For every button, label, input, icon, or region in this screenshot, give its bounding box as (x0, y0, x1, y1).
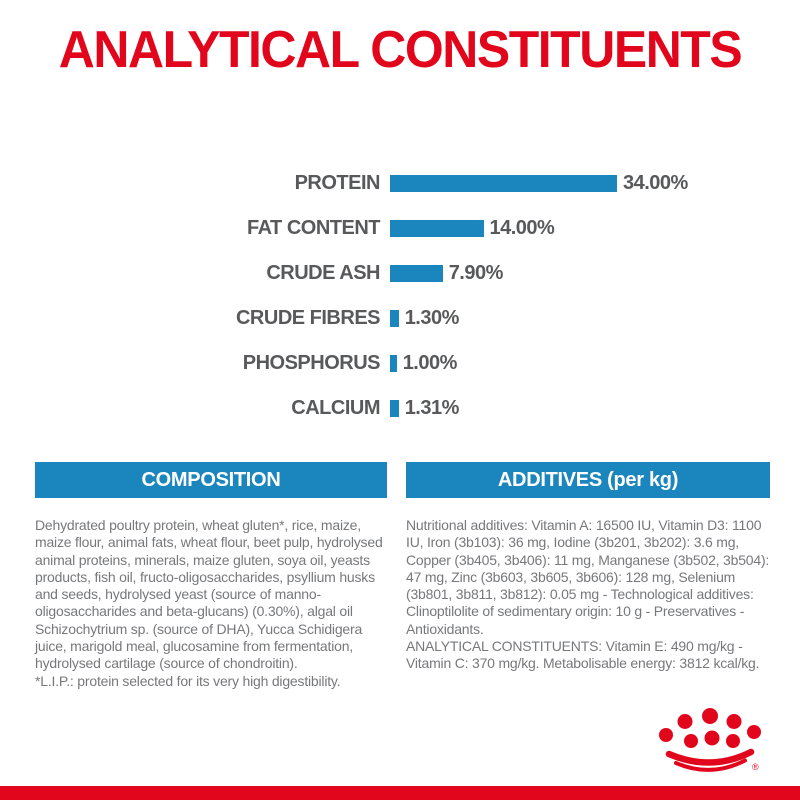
registered-mark: ® (752, 762, 759, 772)
additives-section (406, 462, 770, 673)
analytical-constituents-chart (0, 172, 800, 445)
composition-text: Dehydrated poultry protein, wheat gluten*, rice, maize, maize flour, animal fats, wheat flour, beet pulp, hydrolysed animal proteins, minerals, maize gluten, soya oil, yeasts products, fish oil, fructo-oligosaccharides, psyllium husks and seeds, hydrolysed yeast (source of manno-oligosaccharides and beta-glucans) (0.30%), algal oil Schizochytrium sp. (source of DHA), Yucca Schidigera juice, marigold meal, glucosamine from fermentation, hydrolysed cartilage (source of chondroitin). (35, 517, 383, 672)
bar (390, 220, 484, 237)
additives-body (406, 517, 770, 673)
brand-logo (656, 708, 788, 784)
chart-row (0, 352, 800, 374)
bar-label: FAT CONTENT (246, 217, 380, 239)
additives-analytical-text: ANALYTICAL CONSTITUENTS: Vitamin E: 490 mg/kg - Vitamin C: 370 mg/kg. Metabolisable energy: 3812 kcal/kg. (406, 638, 760, 672)
bar-value: 14.00% (489, 217, 555, 239)
bar-label: CALCIUM (291, 397, 380, 419)
chart-row (0, 217, 800, 239)
bar-label: CRUDE FIBRES (235, 307, 380, 329)
bar-value: 1.30% (404, 307, 459, 329)
crown-icon (656, 708, 788, 784)
bar-label: PHOSPHORUS (242, 352, 380, 374)
bar-value: 7.90% (448, 262, 503, 284)
bar-label: CRUDE ASH (266, 262, 380, 284)
bar-value: 1.00% (402, 352, 457, 374)
chart-row (0, 172, 800, 194)
page-title: ANALYTICAL CONSTITUENTS (58, 21, 742, 79)
composition-footnote: *L.I.P.: protein selected for its very high digestibility. (35, 672, 341, 689)
chart-row (0, 397, 800, 419)
footer-red-bar (0, 786, 800, 800)
additives-text: Nutritional additives: Vitamin A: 16500 IU, Vitamin D3: 1100 IU, Iron (3b103): 36 mg, Iodine (3b201, 3b202): 3.6 mg, Copper (3b405, 3b406): 11 mg, Manganese (3b502, 3b504): 47 mg, Zinc (3b603, 3b605, 3b606): 128 mg, Selenium (3b801, 3b811, 3b812): 0.05 mg - Technological additives: Clinoptilolite of sedimentary origin: 10 g - Preservatives - Antioxidants. (406, 517, 770, 637)
bar-value: 34.00% (623, 172, 688, 194)
chart-row (0, 307, 800, 329)
bar (390, 175, 617, 192)
bar (390, 265, 443, 282)
bar-label: PROTEIN (294, 172, 380, 194)
bar (390, 310, 399, 327)
bar (390, 400, 399, 417)
composition-body (35, 517, 387, 690)
composition-section (35, 462, 387, 690)
additives-header: ADDITIVES (per kg) (406, 462, 770, 498)
bar-value: 1.31% (404, 397, 459, 419)
composition-header: COMPOSITION (35, 462, 387, 498)
chart-row (0, 262, 800, 284)
bar (390, 355, 397, 372)
